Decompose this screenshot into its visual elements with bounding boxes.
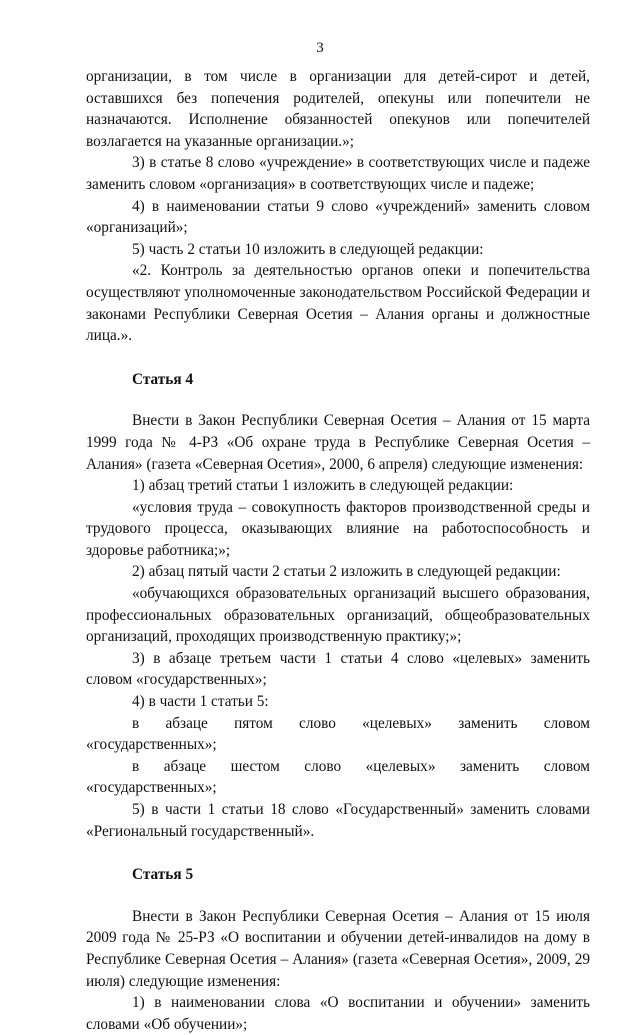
page-number: 3 [316,40,324,56]
paragraph: 3) в статье 8 слово «учреждение» в соответствующих числе и падеже заменить словом «организация» в соответствующих числе и падеже; [86,154,590,193]
paragraph: 5) в части 1 статьи 18 слово «Государственный» заменить словами «Региональный государственный». [86,801,590,840]
document-body [86,66,590,1035]
paragraph: «условия труда – совокупность факторов производственной среды и трудового процесса, оказывающих влияние на работоспособность и здоровье работника;»; [86,498,590,559]
paragraph: 2) абзац пятый части 2 статьи 2 изложить в следующей редакции: [132,563,561,581]
paragraph: 4) в наименовании статьи 9 слово «учреждений» заменить словом «организаций»; [86,197,590,237]
paragraph: 1) в наименовании слова «О воспитании и обучении» заменить словами «Об обучении»; [86,994,590,1033]
paragraph: «обучающихся образовательных организаций высшего образования, профессиональных образовательных организаций, общеобразовательных организаций, проходящих производственную практику;»; [86,585,590,646]
paragraph: в абзаце шестом слово «целевых» заменить словом [132,757,590,775]
paragraph: 1) абзац третий статьи 1 изложить в следующей редакции: [132,477,514,495]
paragraph: Внести в Закон Республики Северная Осетия – Алания от 15 марта 1999 года № 4-РЗ «Об охране труда в Республике Северная Осетия – Алания» (газета «Северная Осетия», 2000, 6 апреля) следующие изменения: [86,412,590,473]
article-heading: Статья 4 [132,370,194,388]
article-heading: Статья 5 [132,866,194,884]
paragraph: 3) в абзаце третьем части 1 статьи 4 слово «целевых» заменить словом «государственных»; [86,649,590,689]
paragraph: «2. Контроль за деятельностью органов опеки и попечительства осуществляют уполномоченные законодательством Российской Федерации и законами Республики Северная Осетия – Алания органы и должностные лица.». [86,262,590,345]
paragraph: 5) часть 2 статьи 10 изложить в следующей редакции: [132,240,484,258]
paragraph: в абзаце пятом слово «целевых» заменить словом «государственных»; [86,714,590,754]
paragraph: организации, в том числе в организации для детей-сирот и детей, оставшихся без попечения родителей, опекуны или попечители не назначаются. Исполнение обязанностей опекунов или попечителей возлагается на указанные организации.»; [86,68,590,150]
paragraph: Внести в Закон Республики Северная Осетия – Алания от 15 июля 2009 года № 25-РЗ «О воспитании и обучении детей-инвалидов на дому в Республике Северная Осетия – Алания» (газета «Северная Осетия», 2009, 29 июля) следующие изменения: [86,907,590,990]
paragraph: «государственных»; [86,779,217,797]
paragraph: 4) в части 1 статьи 5: [132,693,269,711]
